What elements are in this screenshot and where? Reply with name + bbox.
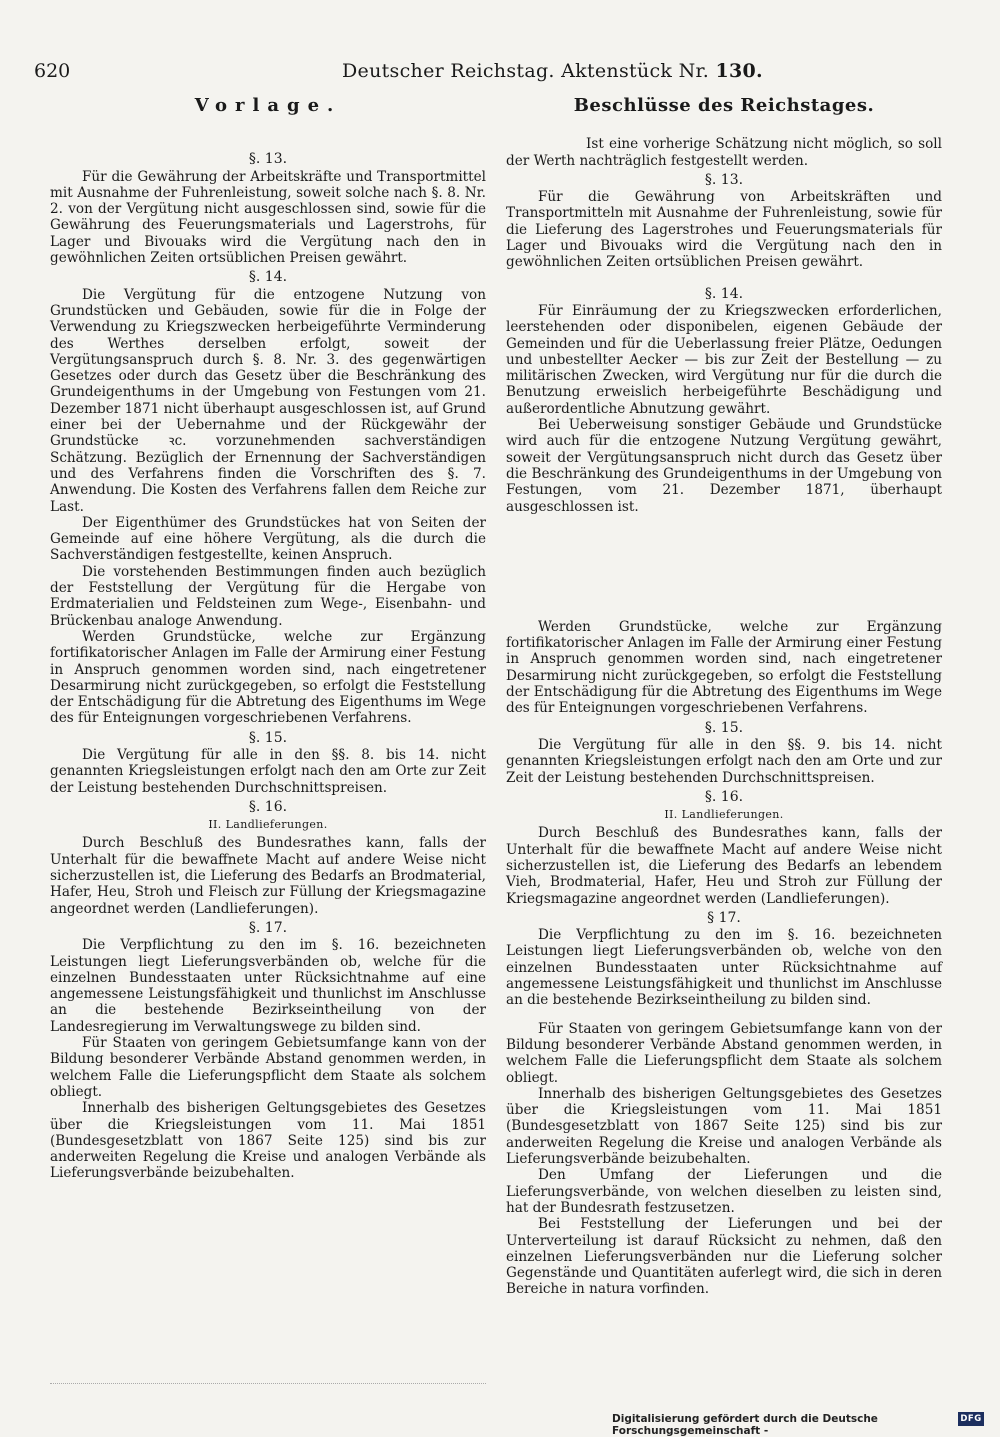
- left-column-title: Vorlage.: [194, 95, 342, 116]
- running-title: [342, 60, 763, 82]
- paragraph: Die vorstehenden Bestimmungen finden auch bezüglich der Feststellung der Vergütung für die Hergabe von Erdmaterialien und Feldsteinen zum Wege-, Eisenbahn- und Brückenbau analoge Anwendung.: [50, 563, 486, 629]
- section-heading: §. 16.: [248, 798, 288, 815]
- running-title-text: Deutscher Reichstag. Aktenstück Nr.: [342, 60, 710, 82]
- paragraph: Bei Feststellung der Lieferungen und bei der Unterverteilung ist darauf Rücksicht zu nehmen, daß den einzelnen Lieferungsverbänden nur die Lieferung solcher Gegenstände und Quantitäten auferlegt wird, die sich in deren Bereiche in natura vorfinden.: [506, 1216, 942, 1298]
- paragraph: Der Eigenthümer des Grundstückes hat von Seiten der Gemeinde auf eine höhere Vergütung, als die durch die Sachverständigen festgestellte, keinen Anspruch.: [50, 514, 486, 564]
- subsection-heading: II. Landlieferungen.: [208, 818, 328, 832]
- paragraph: Werden Grundstücke, welche zur Ergänzung fortifikatorischer Anlagen im Falle der Armirung einer Festung in Anspruch genommen worden sind, nach eingetretener Desarmirung nicht zurückgegeben, so erfolgt die Feststellung der Entschädigung für die Abtretung des Eigenthums im Wege des für Enteignungen vorgeschriebenen Verfahrens.: [50, 628, 486, 727]
- paragraph: Die Vergütung für die entzogene Nutzung von Grundstücken und Gebäuden, sowie für die in Folge der Verwendung zu Kriegszwecken herbeigeführte Verminderung des Werthes derselben erfolgt, soweit der Vergütungsanspruch durch §. 8. Nr. 3. des gegenwärtigen Gesetzes oder durch das Gesetz über die Beschränkung des Grundeigenthums in der Umgebung von Festungen vom 21. Dezember 1871 nicht überhaupt ausgeschlossen ist, auf Grund einer bei der Uebernahme und der Rückgewähr der Grundstücke ꝛc. vorzunehmenden sachverständigen Schätzung. Bezüglich der Ernennung der Sachverständigen und des Verfahrens finden die Vorschriften des §. 7. Anwendung. Die Kosten des Verfahrens fallen dem Reiche zur Last.: [50, 286, 486, 515]
- paragraph: Für Staaten von geringem Gebietsumfange kann von der Bildung besonderer Verbände Abstand genommen werden, in welchem Falle die Lieferungspflicht dem Staate als solchem obliegt.: [50, 1035, 486, 1100]
- bottom-divider: [50, 1383, 486, 1384]
- paragraph: Innerhalb des bisherigen Geltungsgebietes des Gesetzes über die Kriegsleistungen vom 11. Mai 1851 (Bundesgesetzblatt von 1867 Seite 125) sind bis zur anderweiten Regelung die Kreise und analogen Verbände als Lieferungsverbände beizubehalten.: [506, 1085, 942, 1168]
- section-heading: §. 16.: [704, 788, 744, 805]
- paragraph: Für Staaten von geringem Gebietsumfange kann von der Bildung besonderer Verbände Abstand genommen werden, in welchem Falle die Lieferungspflicht dem Staate als solchem obliegt.: [506, 1020, 942, 1086]
- paragraph: Die Vergütung für alle in den §§. 9. bis 14. nicht genannten Kriegsleistungen erfolgt nach den am Orte und zur Zeit der Leistung bestehenden Durchschnittspreisen.: [506, 736, 942, 786]
- section-heading: §. 14.: [704, 285, 744, 302]
- paragraph: Den Umfang der Lieferungen und die Lieferungsverbände, von welchen dieselben zu leisten sind, hat der Bundesrath festzusetzen.: [506, 1167, 942, 1216]
- page-header: [28, 60, 990, 86]
- paragraph: Die Verpflichtung zu den im §. 16. bezeichneten Leistungen liegt Lieferungsverbänden ob, welche von den einzelnen Bundesstaaten unter Rücksichtnahme auf angemessene Leistungsfähigkeit und thunlichst im Anschlusse an die bestehende Bezirkseintheilung zu bilden sind.: [506, 927, 942, 1009]
- section-heading: §. 15.: [248, 729, 288, 746]
- section-heading: §. 17.: [248, 919, 288, 936]
- document-number: 130.: [715, 60, 763, 82]
- paragraph: Für die Gewährung von Arbeitskräften und Transportmitteln mit Ausnahme der Fuhrenleistung, sowie für die Lieferung des Lagerstrohes und Feuerungsmaterials für Lager und Bivouaks wird die Vergütung nach den in gewöhnlichen Zeiten ortsüblichen Preisen gewährt.: [506, 189, 942, 271]
- right-column-title: Beschlüsse des Reichstages.: [573, 95, 875, 116]
- footer-credit: Digitalisierung gefördert durch die Deutsche Forschungsgemeinschaft -: [612, 1413, 878, 1437]
- paragraph: Durch Beschluß des Bundesrathes kann, falls der Unterhalt für die bewaffnete Macht auf andere Weise nicht sicherzustellen ist, die Lieferung des Bedarfs an lebendem Vieh, Brodmaterial, Hafer, Heu und Stroh zur Füllung der Kriegsmagazine angeordnet werden (Landlieferungen).: [506, 825, 942, 907]
- right-column: [506, 95, 942, 1298]
- paragraph: Ist eine vorherige Schätzung nicht möglich, so soll der Werth nachträglich festgestellt werden.: [506, 136, 942, 169]
- subsection-heading: II. Landlieferungen.: [664, 808, 784, 822]
- dfg-logo: DFG: [958, 1412, 984, 1426]
- section-heading: § 17.: [707, 909, 741, 926]
- paragraph: Die Vergütung für alle in den §§. 8. bis 14. nicht genannten Kriegsleistungen erfolgt nach den am Orte zur Zeit der Leistung bestehenden Durchschnittspreisen.: [50, 746, 486, 796]
- left-column: [50, 95, 486, 1182]
- paragraph: Werden Grundstücke, welche zur Ergänzung fortifikatorischer Anlagen im Falle der Armirung einer Festung in Anspruch genommen worden sind, nach eingetretener Desarmirung nicht zurückgegeben, so erfolgt die Feststellung der Entschädigung für die Abtretung des Eigenthums im Wege des für Enteignungen vorgeschriebenen Verfahrens.: [506, 618, 942, 717]
- section-heading: §. 15.: [704, 719, 744, 736]
- paragraph: Für die Gewährung der Arbeitskräfte und Transportmittel mit Ausnahme der Fuhrenleistung, soweit solche nach §. 8. Nr. 2. von der Vergütung nicht ausgeschlossen sind, sowie für die Gewährung des Feuerungsmaterials und Lagerstrohs, für Lager und Bivouaks wird die Vergütung nach den in gewöhnlichen Zeiten ortsüblichen Preisen gewährt.: [50, 168, 486, 267]
- paragraph: Für Einräumung der zu Kriegszwecken erforderlichen, leerstehenden oder disponibelen, eigenen Gebäude der Gemeinden und für die Ueberlassung freier Plätze, Oedungen und unbestellter Aecker — bis zur Zeit der Bestellung — zu militärischen Zwecken, wird Vergütung nur für die durch die Benutzung erweislich herbeigeführte Beschädigung und außerordentliche Abnutzung gewährt.: [506, 302, 942, 417]
- paragraph: Bei Ueberweisung sonstiger Gebäude und Grundstücke wird auch für die entzogene Nutzung Vergütung gewährt, soweit der Vergütungsanspruch nicht durch das Gesetz über die Beschränkung des Grundeigenthums in der Umgebung von Festungen, vom 21. Dezember 1871, überhaupt ausgeschlossen ist.: [506, 417, 942, 515]
- paragraph: Innerhalb des bisherigen Geltungsgebietes des Gesetzes über die Kriegsleistungen vom 11. Mai 1851 (Bundesgesetzblatt von 1867 Seite 125) sind bis zur anderweiten Regelung die Kreise und analogen Verbände als Lieferungsverbände beizubehalten.: [50, 1100, 486, 1182]
- section-heading: §. 14.: [248, 269, 288, 286]
- section-heading: §. 13.: [704, 171, 744, 188]
- page-number: 620: [34, 60, 71, 82]
- paragraph: Die Verpflichtung zu den im §. 16. bezeichneten Leistungen liegt Lieferungsverbänden ob, welche für die einzelnen Bundesstaaten unter Rücksichtnahme auf eine angemessene Leistungsfähigkeit und thunlichst im Anschlusse an die bestehende Bezirkseintheilung von der Landesregierung im Verwaltungswege zu bilden sind.: [50, 937, 486, 1035]
- section-heading: §. 13.: [248, 151, 288, 168]
- digitization-footer: [612, 1412, 992, 1437]
- paragraph: Durch Beschluß des Bundesrathes kann, falls der Unterhalt für die bewaffnete Macht auf andere Weise nicht sicherzustellen ist, die Lieferung des Bedarfs an Brodmaterial, Hafer, Heu, Stroh und Fleisch zur Füllung der Kriegsmagazine angeordnet werden (Landlieferungen).: [50, 835, 486, 917]
